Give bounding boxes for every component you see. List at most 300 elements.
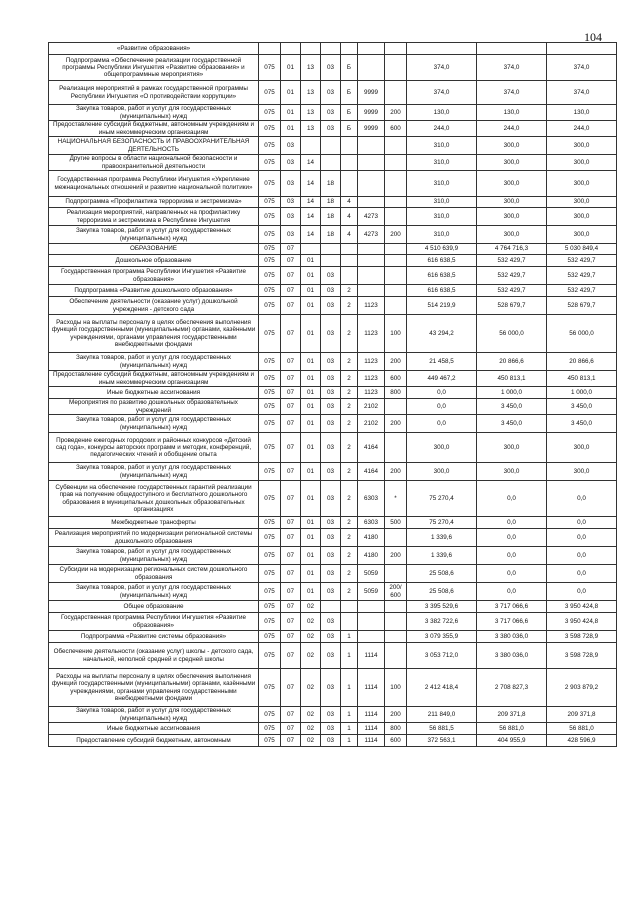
subprogram-code-cell	[341, 267, 358, 285]
subprogram-code-cell: 2	[341, 463, 358, 481]
budget-table	[48, 42, 617, 747]
table-row	[49, 723, 617, 735]
section-code-cell: 07	[281, 631, 301, 643]
article-code-cell: 1123	[358, 387, 385, 399]
subsection-code-cell: 01	[301, 267, 321, 285]
section-code-cell: 07	[281, 285, 301, 297]
subprogram-code-cell	[341, 244, 358, 255]
subprogram-code-cell	[341, 43, 358, 55]
amount-year-3-cell: 300,0	[547, 208, 617, 226]
amount-year-1-cell: 244,0	[407, 121, 477, 137]
program-code-cell	[321, 601, 341, 613]
expense-type-code-cell: 800	[385, 387, 407, 399]
program-code-cell: 03	[321, 735, 341, 747]
subsection-code-cell: 01	[301, 529, 321, 547]
program-code-cell	[321, 255, 341, 267]
item-name-cell: Субвенции на обеспечение государственных гарантий реализации прав на получение общедоступного и бесплатного дошкольного образования в муниципальных дошкольных образовательных организациях	[49, 481, 259, 517]
article-code-cell	[358, 255, 385, 267]
expense-type-code-cell	[385, 137, 407, 155]
program-code-cell: 03	[321, 481, 341, 517]
item-name-cell: ОБРАЗОВАНИЕ	[49, 244, 259, 255]
article-code-cell: 4164	[358, 433, 385, 463]
amount-year-3-cell: 300,0	[547, 197, 617, 208]
subprogram-code-cell: 1	[341, 669, 358, 707]
amount-year-1-cell: 2 412 418,4	[407, 669, 477, 707]
amount-year-2-cell: 300,0	[477, 226, 547, 244]
item-name-cell: Проведение ежегодных городских и районных конкурсов «Детский сад года», конкурсы авторских программ и методик, конференций, педагогических чтений и обобщение опыта	[49, 433, 259, 463]
amount-year-1-cell: 616 638,5	[407, 285, 477, 297]
section-code-cell: 07	[281, 315, 301, 353]
table-row	[49, 208, 617, 226]
table-row	[49, 517, 617, 529]
amount-year-2-cell: 528 679,7	[477, 297, 547, 315]
subsection-code-cell: 02	[301, 707, 321, 723]
ministry-code-cell: 075	[259, 297, 281, 315]
subsection-code-cell: 13	[301, 55, 321, 81]
amount-year-2-cell: 300,0	[477, 171, 547, 197]
program-code-cell: 03	[321, 669, 341, 707]
article-code-cell	[358, 197, 385, 208]
amount-year-2-cell: 3 380 036,0	[477, 631, 547, 643]
amount-year-2-cell: 300,0	[477, 463, 547, 481]
amount-year-3-cell: 209 371,8	[547, 707, 617, 723]
subsection-code-cell: 14	[301, 155, 321, 171]
table-row	[49, 601, 617, 613]
item-name-cell: Обеспечение деятельности (оказание услуг) школы - детского сада, начальной, неполной средней и средней школы	[49, 643, 259, 669]
section-code-cell: 07	[281, 517, 301, 529]
amount-year-2-cell: 300,0	[477, 197, 547, 208]
item-name-cell: «Развитие образования»	[49, 43, 259, 55]
table-row	[49, 81, 617, 105]
subprogram-code-cell: 2	[341, 481, 358, 517]
table-row	[49, 643, 617, 669]
amount-year-2-cell: 56 000,0	[477, 315, 547, 353]
subsection-code-cell	[301, 43, 321, 55]
page-number: 104	[584, 30, 602, 44]
amount-year-2-cell: 0,0	[477, 547, 547, 565]
amount-year-3-cell: 300,0	[547, 155, 617, 171]
amount-year-3-cell: 300,0	[547, 171, 617, 197]
subprogram-code-cell: 2	[341, 529, 358, 547]
article-code-cell: 1123	[358, 353, 385, 371]
section-code-cell: 07	[281, 415, 301, 433]
section-code-cell: 07	[281, 529, 301, 547]
expense-type-code-cell	[385, 643, 407, 669]
section-code-cell: 07	[281, 387, 301, 399]
subsection-code-cell: 14	[301, 226, 321, 244]
table-row	[49, 353, 617, 371]
program-code-cell: 03	[321, 547, 341, 565]
ministry-code-cell: 075	[259, 137, 281, 155]
table-row	[49, 371, 617, 387]
program-code-cell: 03	[321, 723, 341, 735]
table-row	[49, 387, 617, 399]
program-code-cell: 03	[321, 387, 341, 399]
ministry-code-cell: 075	[259, 481, 281, 517]
article-code-cell	[358, 267, 385, 285]
ministry-code-cell: 075	[259, 255, 281, 267]
subsection-code-cell: 01	[301, 285, 321, 297]
amount-year-3-cell: 56 881,0	[547, 723, 617, 735]
amount-year-1-cell: 616 638,5	[407, 255, 477, 267]
item-name-cell: Закупка товаров, работ и услуг для государственных (муниципальных) нужд	[49, 707, 259, 723]
item-name-cell: Предоставление субсидий бюджетным, автономным	[49, 735, 259, 747]
program-code-cell: 03	[321, 433, 341, 463]
table-row	[49, 255, 617, 267]
amount-year-1-cell: 310,0	[407, 208, 477, 226]
expense-type-code-cell	[385, 208, 407, 226]
table-row	[49, 43, 617, 55]
subprogram-code-cell: 2	[341, 297, 358, 315]
article-code-cell: 4180	[358, 547, 385, 565]
table-row	[49, 315, 617, 353]
amount-year-3-cell: 0,0	[547, 517, 617, 529]
program-code-cell: 03	[321, 707, 341, 723]
article-code-cell: 4180	[358, 529, 385, 547]
section-code-cell: 01	[281, 81, 301, 105]
expense-type-code-cell	[385, 255, 407, 267]
section-code-cell: 07	[281, 669, 301, 707]
expense-type-code-cell: 500	[385, 517, 407, 529]
article-code-cell: 9999	[358, 81, 385, 105]
subprogram-code-cell: 1	[341, 723, 358, 735]
subprogram-code-cell: Б	[341, 105, 358, 121]
table-row	[49, 707, 617, 723]
subsection-code-cell: 01	[301, 433, 321, 463]
table-row	[49, 121, 617, 137]
section-code-cell: 01	[281, 121, 301, 137]
item-name-cell: Иные бюджетные ассигнования	[49, 723, 259, 735]
ministry-code-cell: 075	[259, 463, 281, 481]
article-code-cell: 4164	[358, 463, 385, 481]
article-code-cell: 1123	[358, 315, 385, 353]
amount-year-3-cell: 1 000,0	[547, 387, 617, 399]
amount-year-1-cell: 130,0	[407, 105, 477, 121]
section-code-cell: 07	[281, 267, 301, 285]
subprogram-code-cell: 1	[341, 631, 358, 643]
subsection-code-cell: 13	[301, 105, 321, 121]
program-code-cell: 03	[321, 613, 341, 631]
subsection-code-cell	[301, 244, 321, 255]
article-code-cell: 9999	[358, 105, 385, 121]
subsection-code-cell: 02	[301, 669, 321, 707]
subprogram-code-cell: 2	[341, 399, 358, 415]
item-name-cell: Закупка товаров, работ и услуг для государственных (муниципальных) нужд	[49, 226, 259, 244]
program-code-cell: 03	[321, 297, 341, 315]
article-code-cell: 6303	[358, 517, 385, 529]
subprogram-code-cell: 2	[341, 371, 358, 387]
item-name-cell: Государственная программа Республики Ингушетия «Развитие образования»	[49, 613, 259, 631]
article-code-cell: 5059	[358, 565, 385, 583]
amount-year-2-cell: 0,0	[477, 481, 547, 517]
program-code-cell: 03	[321, 583, 341, 601]
amount-year-3-cell: 0,0	[547, 481, 617, 517]
program-code-cell: 03	[321, 81, 341, 105]
expense-type-code-cell	[385, 244, 407, 255]
expense-type-code-cell: 200	[385, 547, 407, 565]
program-code-cell: 03	[321, 631, 341, 643]
amount-year-2-cell: 3 717 066,6	[477, 613, 547, 631]
subsection-code-cell: 01	[301, 481, 321, 517]
expense-type-code-cell	[385, 399, 407, 415]
section-code-cell: 07	[281, 481, 301, 517]
subprogram-code-cell	[341, 601, 358, 613]
program-code-cell: 03	[321, 463, 341, 481]
section-code-cell: 07	[281, 643, 301, 669]
amount-year-2-cell: 4 764 716,3	[477, 244, 547, 255]
section-code-cell: 07	[281, 463, 301, 481]
expense-type-code-cell	[385, 601, 407, 613]
article-code-cell: 4273	[358, 208, 385, 226]
ministry-code-cell: 075	[259, 244, 281, 255]
program-code-cell: 03	[321, 643, 341, 669]
ministry-code-cell: 075	[259, 517, 281, 529]
ministry-code-cell: 075	[259, 707, 281, 723]
ministry-code-cell: 075	[259, 208, 281, 226]
section-code-cell: 01	[281, 55, 301, 81]
table-row	[49, 613, 617, 631]
amount-year-3-cell: 0,0	[547, 565, 617, 583]
amount-year-1-cell: 0,0	[407, 415, 477, 433]
amount-year-3-cell: 300,0	[547, 463, 617, 481]
subsection-code-cell: 01	[301, 547, 321, 565]
program-code-cell: 03	[321, 121, 341, 137]
section-code-cell: 07	[281, 244, 301, 255]
amount-year-1-cell: 21 458,5	[407, 353, 477, 371]
ministry-code-cell: 075	[259, 155, 281, 171]
expense-type-code-cell: 800	[385, 723, 407, 735]
section-code-cell: 07	[281, 371, 301, 387]
ministry-code-cell: 075	[259, 105, 281, 121]
expense-type-code-cell: *	[385, 481, 407, 517]
article-code-cell: 1114	[358, 735, 385, 747]
item-name-cell: Межбюджетные трансферты	[49, 517, 259, 529]
program-code-cell: 03	[321, 517, 341, 529]
section-code-cell: 07	[281, 565, 301, 583]
subprogram-code-cell: 2	[341, 387, 358, 399]
article-code-cell	[358, 631, 385, 643]
program-code-cell: 03	[321, 565, 341, 583]
article-code-cell: 1123	[358, 371, 385, 387]
subsection-code-cell: 02	[301, 631, 321, 643]
amount-year-3-cell: 0,0	[547, 547, 617, 565]
amount-year-3-cell: 532 429,7	[547, 285, 617, 297]
program-code-cell: 18	[321, 197, 341, 208]
table-row	[49, 631, 617, 643]
subprogram-code-cell: Б	[341, 121, 358, 137]
expense-type-code-cell: 600	[385, 735, 407, 747]
amount-year-1-cell: 374,0	[407, 55, 477, 81]
expense-type-code-cell: 600	[385, 371, 407, 387]
subprogram-code-cell	[341, 255, 358, 267]
subprogram-code-cell: 1	[341, 643, 358, 669]
amount-year-1-cell: 374,0	[407, 81, 477, 105]
article-code-cell	[358, 171, 385, 197]
item-name-cell: Мероприятия по развитию дошкольных образовательных учреждений	[49, 399, 259, 415]
amount-year-3-cell: 528 679,7	[547, 297, 617, 315]
section-code-cell: 07	[281, 547, 301, 565]
amount-year-2-cell: 374,0	[477, 81, 547, 105]
program-code-cell: 03	[321, 399, 341, 415]
amount-year-2-cell: 130,0	[477, 105, 547, 121]
section-code-cell: 07	[281, 399, 301, 415]
expense-type-code-cell: 100	[385, 669, 407, 707]
table-row	[49, 547, 617, 565]
subsection-code-cell: 02	[301, 735, 321, 747]
amount-year-1-cell: 25 508,6	[407, 565, 477, 583]
subsection-code-cell: 01	[301, 517, 321, 529]
ministry-code-cell: 075	[259, 547, 281, 565]
ministry-code-cell: 075	[259, 387, 281, 399]
article-code-cell: 1114	[358, 643, 385, 669]
subprogram-code-cell: 2	[341, 547, 358, 565]
section-code-cell: 07	[281, 707, 301, 723]
table-row	[49, 155, 617, 171]
subprogram-code-cell: 4	[341, 197, 358, 208]
section-code-cell: 07	[281, 297, 301, 315]
ministry-code-cell: 075	[259, 399, 281, 415]
subsection-code-cell: 02	[301, 613, 321, 631]
amount-year-1-cell: 211 849,0	[407, 707, 477, 723]
subsection-code-cell: 14	[301, 171, 321, 197]
table-row	[49, 583, 617, 601]
article-code-cell	[358, 601, 385, 613]
amount-year-1-cell: 75 270,4	[407, 517, 477, 529]
amount-year-2-cell: 3 450,0	[477, 399, 547, 415]
program-code-cell: 18	[321, 226, 341, 244]
subprogram-code-cell: 2	[341, 285, 358, 297]
expense-type-code-cell	[385, 155, 407, 171]
amount-year-2-cell: 0,0	[477, 583, 547, 601]
table-row	[49, 137, 617, 155]
ministry-code-cell: 075	[259, 565, 281, 583]
amount-year-2-cell: 300,0	[477, 433, 547, 463]
section-code-cell: 03	[281, 197, 301, 208]
amount-year-1-cell: 514 219,9	[407, 297, 477, 315]
amount-year-2-cell: 532 429,7	[477, 255, 547, 267]
subsection-code-cell: 01	[301, 387, 321, 399]
ministry-code-cell: 075	[259, 583, 281, 601]
table-row	[49, 226, 617, 244]
item-name-cell: Подпрограмма «Обеспечение реализации государственной программы Республики Ингушетия «Развитие образования» и общепрограммные мероприятия»	[49, 55, 259, 81]
item-name-cell: Реализация мероприятий по модернизации региональной системы дошкольного образования	[49, 529, 259, 547]
table-row	[49, 669, 617, 707]
subsection-code-cell: 01	[301, 415, 321, 433]
ministry-code-cell: 075	[259, 631, 281, 643]
amount-year-1-cell	[407, 43, 477, 55]
amount-year-3-cell: 5 030 849,4	[547, 244, 617, 255]
ministry-code-cell: 075	[259, 735, 281, 747]
amount-year-2-cell: 3 717 066,6	[477, 601, 547, 613]
program-code-cell: 03	[321, 415, 341, 433]
article-code-cell	[358, 613, 385, 631]
subsection-code-cell: 14	[301, 208, 321, 226]
amount-year-3-cell: 3 950 424,8	[547, 613, 617, 631]
amount-year-2-cell: 0,0	[477, 517, 547, 529]
item-name-cell: Подпрограмма «Развитие дошкольного образования»	[49, 285, 259, 297]
ministry-code-cell: 075	[259, 613, 281, 631]
ministry-code-cell: 075	[259, 371, 281, 387]
ministry-code-cell: 075	[259, 55, 281, 81]
article-code-cell	[358, 55, 385, 81]
amount-year-1-cell: 310,0	[407, 155, 477, 171]
subsection-code-cell: 01	[301, 463, 321, 481]
program-code-cell: 03	[321, 285, 341, 297]
subsection-code-cell: 01	[301, 255, 321, 267]
program-code-cell	[321, 155, 341, 171]
amount-year-2-cell: 2 708 827,3	[477, 669, 547, 707]
expense-type-code-cell	[385, 285, 407, 297]
article-code-cell: 4273	[358, 226, 385, 244]
section-code-cell	[281, 43, 301, 55]
expense-type-code-cell	[385, 43, 407, 55]
article-code-cell	[358, 285, 385, 297]
ministry-code-cell: 075	[259, 669, 281, 707]
table-row	[49, 735, 617, 747]
amount-year-3-cell: 0,0	[547, 583, 617, 601]
amount-year-2-cell: 404 955,9	[477, 735, 547, 747]
expense-type-code-cell: 200	[385, 226, 407, 244]
amount-year-2-cell: 0,0	[477, 529, 547, 547]
item-name-cell: Иные бюджетные ассигнования	[49, 387, 259, 399]
item-name-cell: Закупка товаров, работ и услуг для государственных (муниципальных) нужд	[49, 353, 259, 371]
section-code-cell: 03	[281, 226, 301, 244]
amount-year-1-cell: 43 294,2	[407, 315, 477, 353]
amount-year-1-cell: 3 395 529,6	[407, 601, 477, 613]
section-code-cell: 01	[281, 105, 301, 121]
amount-year-2-cell: 450 813,1	[477, 371, 547, 387]
program-code-cell: 03	[321, 353, 341, 371]
subprogram-code-cell: 1	[341, 707, 358, 723]
program-code-cell: 03	[321, 55, 341, 81]
amount-year-1-cell: 449 467,2	[407, 371, 477, 387]
item-name-cell: Реализация мероприятий, направленных на профилактику терроризма и экстремизма в Республике Ингушетия	[49, 208, 259, 226]
subsection-code-cell: 02	[301, 601, 321, 613]
amount-year-2-cell: 1 000,0	[477, 387, 547, 399]
amount-year-3-cell	[547, 43, 617, 55]
ministry-code-cell: 075	[259, 81, 281, 105]
section-code-cell: 07	[281, 433, 301, 463]
ministry-code-cell: 075	[259, 415, 281, 433]
program-code-cell	[321, 244, 341, 255]
expense-type-code-cell	[385, 433, 407, 463]
subprogram-code-cell: 4	[341, 226, 358, 244]
article-code-cell: 1114	[358, 669, 385, 707]
amount-year-3-cell: 3 598 728,9	[547, 643, 617, 669]
amount-year-3-cell: 130,0	[547, 105, 617, 121]
subsection-code-cell: 02	[301, 723, 321, 735]
item-name-cell: Расходы на выплаты персоналу в целях обеспечения выполнения функций государственными (муниципальными) органами, казёнными учреждениями, органами управления государственными внебюджетными фондами	[49, 315, 259, 353]
subsection-code-cell	[301, 137, 321, 155]
subprogram-code-cell	[341, 613, 358, 631]
subprogram-code-cell: 2	[341, 353, 358, 371]
item-name-cell: Дошкольное образование	[49, 255, 259, 267]
amount-year-3-cell: 244,0	[547, 121, 617, 137]
ministry-code-cell: 075	[259, 226, 281, 244]
table-row	[49, 433, 617, 463]
ministry-code-cell	[259, 43, 281, 55]
amount-year-1-cell: 3 382 722,6	[407, 613, 477, 631]
ministry-code-cell: 075	[259, 353, 281, 371]
subprogram-code-cell: 2	[341, 315, 358, 353]
subprogram-code-cell: 1	[341, 735, 358, 747]
table-row	[49, 481, 617, 517]
subprogram-code-cell	[341, 171, 358, 197]
program-code-cell: 03	[321, 267, 341, 285]
subsection-code-cell: 01	[301, 371, 321, 387]
amount-year-1-cell: 3 079 355,9	[407, 631, 477, 643]
table-row	[49, 415, 617, 433]
